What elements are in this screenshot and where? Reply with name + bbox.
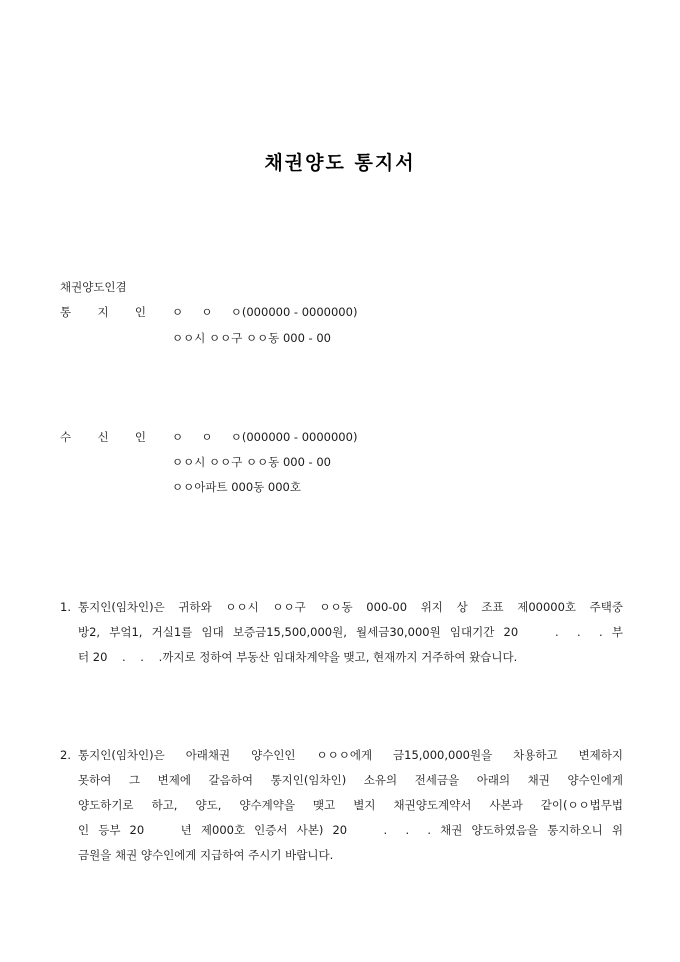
recipient-label-char: 인 <box>134 430 146 444</box>
recipient-label <box>60 429 146 445</box>
notifier-address: ㅇㅇ시 ㅇㅇ구 ㅇㅇ동 000 - 00 <box>172 331 331 345</box>
notifier-name-id: ㅇ ㅇ ㅇ(000000 - 0000000) <box>172 305 358 319</box>
paragraph-text: 통지인(임차인)은 아래채권 양수인인 ㅇㅇㅇ에게 금15,000,000원을 차용하고 변제하지 <box>78 748 623 762</box>
paragraph-text: 인 등부 20 년 제000호 인증서 사본) 20 . . . 채권 양도하였음을 통지하오니 위 <box>78 823 623 837</box>
recipient-address-detail: ㅇㅇ아파트 000동 000호 <box>172 480 301 494</box>
paragraph-line <box>60 846 623 871</box>
notifier-label-char: 통 <box>60 305 72 319</box>
paragraph-number: 1. <box>60 600 71 614</box>
paragraph-text: 통지인(임차인)은 귀하와 ㅇㅇ시 ㅇㅇ구 ㅇㅇ동 000-00 위지 상 조표 제00000호 주택중 <box>78 600 623 614</box>
paragraph-line <box>60 598 623 623</box>
paragraph-text: 양도하기로 하고, 양도, 양수계약을 맺고 별지 채권양도계약서 사본과 같이(ㅇㅇ법무법 <box>78 798 623 812</box>
paragraph-line <box>60 648 623 673</box>
paragraph-line <box>60 821 623 846</box>
paragraph-text: 금원을 채권 양수인에게 지급하여 주시기 바랍니다. <box>78 848 334 862</box>
paragraph-line <box>60 623 623 648</box>
recipient-address: ㅇㅇ시 ㅇㅇ구 ㅇㅇ동 000 - 00 <box>172 455 331 469</box>
section-label: 채권양도인겸 <box>60 280 127 294</box>
paragraph-line <box>60 771 623 796</box>
paragraph-text: 터 20 . . .까지로 정하여 부동산 임대차계약을 맺고, 현재까지 거주하여 왔습니다. <box>78 650 518 664</box>
paragraph-text: 방2, 부엌1, 거실1를 임대 보증금15,500,000원, 월세금30,000원 임대기간 20 . . . 부 <box>78 625 623 639</box>
recipient-label-char: 수 <box>60 430 72 444</box>
paragraph-line <box>60 746 623 771</box>
notifier-label <box>60 304 146 320</box>
paragraph-line <box>60 796 623 821</box>
recipient-label-char: 신 <box>97 430 109 444</box>
paragraph-text: 못하여 그 변제에 갈음하여 통지인(임차인) 소유의 전세금을 아래의 채권 양수인에게 <box>78 773 623 787</box>
notifier-label-char: 지 <box>97 305 109 319</box>
paragraph-1 <box>60 598 623 673</box>
paragraph-number: 2. <box>60 748 71 762</box>
paragraph-2 <box>60 746 623 871</box>
recipient-name-id: ㅇ ㅇ ㅇ(000000 - 0000000) <box>172 430 358 444</box>
document-title: 채권양도 통지서 <box>264 152 416 174</box>
notifier-label-char: 인 <box>134 305 146 319</box>
